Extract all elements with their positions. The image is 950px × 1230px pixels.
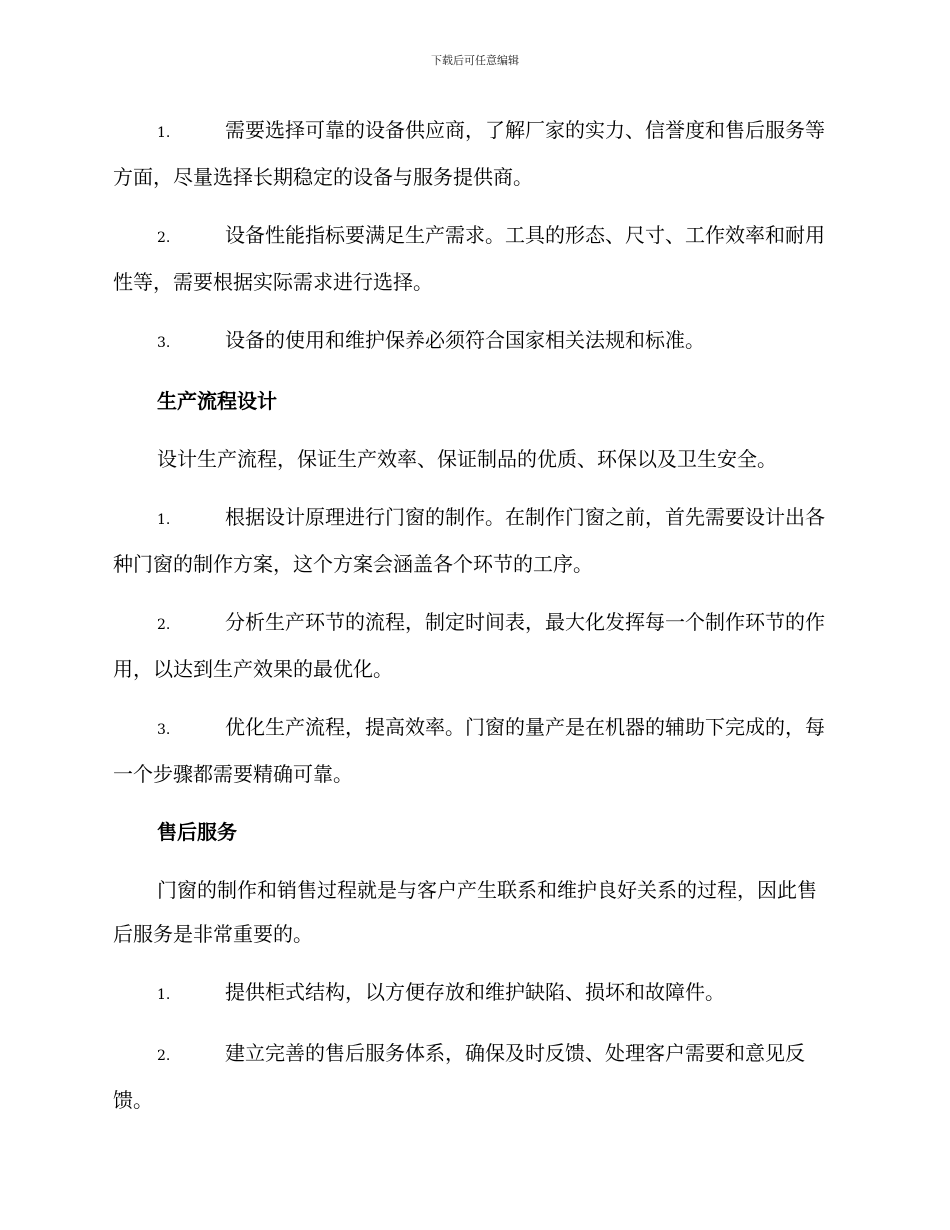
- list-item: [113, 108, 835, 199]
- list-text: 需要选择可靠的设备供应商，了解厂家的实力、信誉度和售后服务等方面，尽量选择长期稳定的设备与服务提供商。: [113, 118, 825, 189]
- list-item: [113, 495, 835, 586]
- list-text: 提供柜式结构，以方便存放和维护缺陷、损坏和故障件。: [225, 980, 725, 1004]
- list-number: 2.: [157, 617, 171, 633]
- section-intro-process: 设计生产流程，保证生产效率、保证制品的优质、环保以及卫生安全。: [157, 447, 777, 471]
- list-number: 3.: [157, 722, 171, 738]
- list-text: 建立完善的售后服务体系，确保及时反馈、处理客户需要和意见反馈。: [113, 1041, 805, 1112]
- section-intro-service: 门窗的制作和销售过程就是与客户产生联系和维护良好关系的过程，因此售后服务是非常重要的。: [113, 878, 817, 946]
- list-number: 1.: [157, 987, 171, 1003]
- list-number: 2.: [157, 1048, 171, 1064]
- list-number: 3.: [157, 335, 171, 351]
- list-item: [113, 318, 835, 365]
- section-heading-service: 售后服务: [157, 820, 237, 844]
- list-number: 2.: [157, 230, 171, 246]
- list-text: 根据设计原理进行门窗的制作。在制作门窗之前，首先需要设计出各种门窗的制作方案，这个方案会涵盖各个环节的工序。: [113, 505, 825, 576]
- list-item: [113, 705, 835, 796]
- document-body: [113, 108, 835, 1136]
- list-item: [113, 970, 835, 1017]
- list-number: 1.: [157, 125, 171, 141]
- list-number: 1.: [157, 512, 171, 528]
- list-item: [113, 600, 835, 691]
- page-header: 下载后可任意编辑: [431, 54, 519, 67]
- list-text: 设备性能指标要满足生产需求。工具的形态、尺寸、工作效率和耐用性等，需要根据实际需求进行选择。: [113, 223, 825, 294]
- list-item: [113, 1031, 835, 1122]
- section-heading-process: 生产流程设计: [157, 389, 277, 413]
- list-item: [113, 213, 835, 304]
- list-text: 分析生产环节的流程，制定时间表，最大化发挥每一个制作环节的作用，以达到生产效果的最优化。: [113, 610, 825, 681]
- list-text: 优化生产流程，提高效率。门窗的量产是在机器的辅助下完成的，每一个步骤都需要精确可靠。: [113, 715, 825, 786]
- list-text: 设备的使用和维护保养必须符合国家相关法规和标准。: [225, 328, 705, 352]
